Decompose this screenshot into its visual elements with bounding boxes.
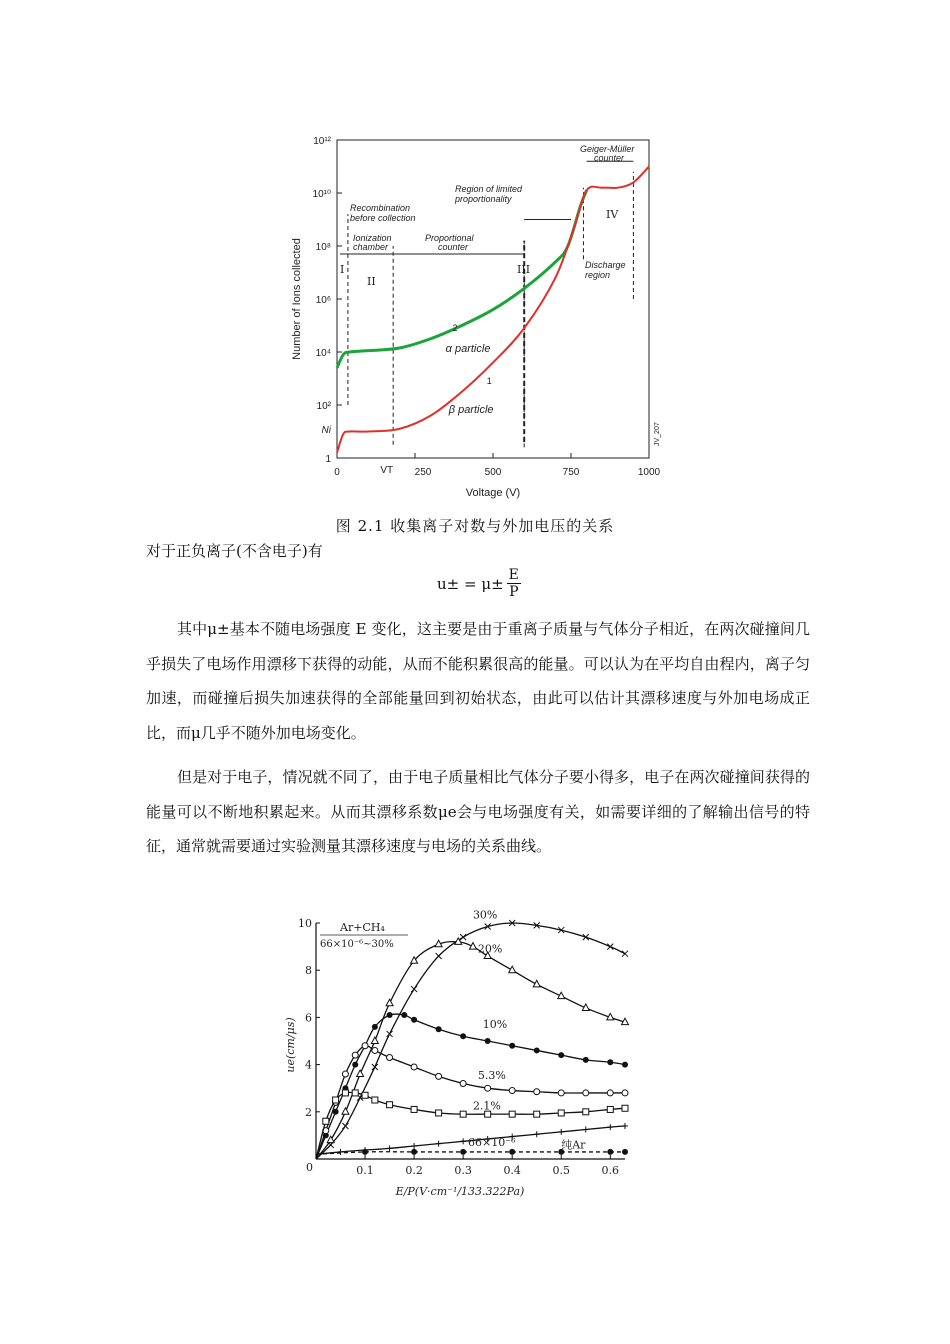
fig2-data-point bbox=[352, 1062, 358, 1068]
fig2-data-point bbox=[460, 934, 466, 940]
fig1-x-tick-label: 250 bbox=[414, 467, 432, 478]
fig2-data-point bbox=[372, 1064, 378, 1070]
fig2-x-tick-label: 0.5 bbox=[552, 1164, 570, 1177]
fig2-data-point bbox=[460, 1111, 466, 1117]
fig2-data-point bbox=[607, 944, 613, 950]
fig2-data-point bbox=[436, 1110, 442, 1116]
fig1-label-recombination-1: Recombination bbox=[350, 203, 411, 213]
fig2-series-label: 66×10⁻⁶ bbox=[468, 1136, 516, 1150]
fig2-y-axis-label: ue(cm/μs) bbox=[284, 1017, 297, 1073]
fig2-legend-title-line1: Ar+CH₄ bbox=[340, 921, 385, 934]
fig2-series-label: 30% bbox=[472, 908, 498, 922]
fig2-data-point bbox=[460, 1033, 466, 1039]
fig1-label-discharge-2: region bbox=[585, 270, 611, 280]
fig2-data-point bbox=[352, 1090, 358, 1096]
fig1-label-limited-2: proportionality bbox=[455, 194, 512, 204]
fig1-label-recombination-2: before collection bbox=[350, 213, 416, 223]
fig1-x-axis-label: Voltage (V) bbox=[465, 487, 521, 499]
fig1-y-tick-label: 10⁴ bbox=[315, 348, 331, 359]
fig2-data-point bbox=[509, 1111, 515, 1117]
fig2-data-point bbox=[583, 934, 589, 940]
fig1-label-gm-2: counter bbox=[594, 153, 625, 163]
fig2-data-point bbox=[342, 1071, 348, 1077]
paragraph-electrons: 但是对于电子，情况就不同了，由于电子质量相比气体分子要小得多，电子在两次碰撞间获得的能量可以不断地积累起来。从而其漂移系数μe会与电场强度有关，如需要详细的了解输出信号的特征，通常就需要通过实验测量其漂移速度与电场的关系曲线。 bbox=[146, 768, 810, 855]
fig1-y-tick-label: 10² bbox=[316, 401, 331, 412]
fig2-data-point bbox=[607, 1059, 613, 1065]
fig2-data-point bbox=[583, 1109, 589, 1115]
fig2-data-point bbox=[534, 1131, 540, 1137]
fig1-y-tick-label: 10¹⁰ bbox=[312, 189, 331, 200]
formula-lhs: u± = μ± bbox=[437, 574, 504, 593]
fig2-data-point bbox=[436, 953, 442, 959]
fig2-x-tick-label: 0.1 bbox=[356, 1164, 374, 1177]
formula-fraction bbox=[507, 567, 521, 600]
fig2-data-point bbox=[622, 1105, 628, 1111]
fig2-y-tick-label: 8 bbox=[305, 964, 312, 978]
fig1-label-ionization-2: chamber bbox=[353, 242, 389, 252]
fig2-legend-title-line2: 66×10⁻⁶~30% bbox=[320, 939, 394, 950]
paragraph-ions: 其中μ±基本不随电场强度 E 变化，这主要是由于重离子质量与气体分子相近，在两次碰撞间几乎损失了电场作用漂移下获得的动能，从而不能积累很高的能量。可以认为在平均自由程内，离子匀加速，而碰撞后损失加速获得的全部能量回到初始状态，由此可以估计其漂移速度与外加电场成正比，而μ几乎不随外加电场变化。 bbox=[146, 620, 810, 742]
fig2-data-point bbox=[411, 986, 417, 992]
fig1-corner-label: JV_207 bbox=[654, 422, 661, 446]
fig1-region-i: I bbox=[340, 263, 345, 276]
fig2-data-point bbox=[622, 1062, 628, 1068]
fig1-region-iii: III bbox=[517, 263, 531, 276]
fig1-y-tick-label: 10⁶ bbox=[315, 295, 331, 306]
fig1-series-label: α particle bbox=[445, 343, 491, 355]
fig2-y-tick-label: 2 bbox=[305, 1105, 312, 1119]
fig2-data-point bbox=[460, 1149, 466, 1155]
fig2-data-point bbox=[372, 1047, 378, 1053]
fig2-data-point bbox=[333, 1097, 339, 1103]
fig2-data-point bbox=[607, 1149, 613, 1155]
fig1-series-number: 1 bbox=[486, 375, 492, 386]
fig2-data-point bbox=[607, 1106, 613, 1112]
fig1-series-label: β particle bbox=[448, 403, 494, 416]
fig1-y-tick-label: 10¹² bbox=[313, 136, 331, 147]
fig2-x-tick-label: 0.3 bbox=[454, 1164, 472, 1177]
fig2-series-label: 2.1% bbox=[472, 1099, 501, 1113]
fig2-data-point bbox=[558, 1090, 564, 1096]
fig2-data-point bbox=[357, 1070, 364, 1077]
fig2-data-point bbox=[387, 1102, 393, 1108]
fig2-data-point bbox=[386, 999, 393, 1006]
fig2-data-point bbox=[534, 1047, 540, 1053]
fig2-data-point bbox=[352, 1052, 358, 1058]
fig2-data-point bbox=[338, 1149, 344, 1155]
fig2-data-point bbox=[460, 1080, 466, 1086]
fig1-label-ionization-1: Ionization bbox=[353, 233, 392, 243]
fig2-origin-label: 0 bbox=[306, 1161, 313, 1174]
fig2-data-point bbox=[371, 1037, 378, 1044]
fig2-data-point bbox=[387, 1055, 393, 1061]
fig2-data-point bbox=[387, 1031, 393, 1037]
fig2-data-point bbox=[622, 951, 628, 957]
fig2-data-point bbox=[534, 1089, 540, 1095]
fig1-x-tick-label: 0 bbox=[334, 467, 340, 478]
lead-sentence: 对于正负离子(不含电子)有 bbox=[146, 542, 323, 560]
fig2-data-point bbox=[534, 1111, 540, 1117]
fig2-x-tick-label: 0.2 bbox=[405, 1164, 423, 1177]
fig2-data-point bbox=[622, 1090, 628, 1096]
drift-formula bbox=[437, 567, 521, 600]
fig2-x-tick-label: 0.4 bbox=[503, 1164, 521, 1177]
fig1-label-proportional-2: counter bbox=[438, 242, 469, 252]
fig2-data-point bbox=[436, 1141, 442, 1147]
formula-numerator: E bbox=[508, 567, 519, 583]
fig1-series-number: 2 bbox=[452, 322, 458, 333]
fig2-data-point bbox=[485, 1038, 491, 1044]
ion-collection-chart bbox=[280, 128, 670, 508]
fig2-data-point bbox=[583, 1127, 589, 1133]
fig1-ni-label: Ni bbox=[321, 424, 331, 436]
fig2-data-point bbox=[558, 1110, 564, 1116]
fig2-data-point bbox=[607, 1090, 613, 1096]
fig2-x-tick-label: 0.6 bbox=[601, 1164, 620, 1177]
fig2-data-point bbox=[372, 1097, 378, 1103]
fig2-data-point bbox=[509, 1149, 515, 1155]
fig1-region-ii: II bbox=[367, 275, 376, 288]
fig2-data-point bbox=[558, 1052, 564, 1058]
figure-caption: 图 2.1 收集离子对数与外加电压的关系 bbox=[335, 517, 615, 535]
fig2-data-point bbox=[387, 1145, 393, 1151]
fig2-y-tick-label: 6 bbox=[305, 1011, 312, 1025]
formula-denominator: P bbox=[509, 584, 519, 600]
fig1-label-gm-1: Geiger-Müller bbox=[580, 144, 635, 154]
fig1-annotations bbox=[340, 144, 635, 447]
fig2-data-point bbox=[583, 1057, 589, 1063]
fig1-x-tick-label: 750 bbox=[562, 467, 580, 478]
fig2-data-point bbox=[323, 1118, 329, 1124]
electron-drift-velocity-chart bbox=[280, 905, 660, 1210]
fig2-series-label: 10% bbox=[482, 1018, 508, 1032]
fig1-label-proportional-1: Proportional bbox=[425, 233, 474, 243]
fig2-data-point bbox=[436, 1073, 442, 1079]
fig2-y-tick-label: 10 bbox=[298, 917, 312, 930]
fig2-series-label: 纯Ar bbox=[561, 1138, 586, 1152]
fig2-data-point bbox=[622, 1149, 628, 1155]
fig2-data-point bbox=[362, 1043, 368, 1049]
fig2-data-point bbox=[436, 1026, 442, 1032]
fig2-data-point bbox=[342, 1123, 348, 1129]
fig2-data-point bbox=[622, 1123, 628, 1129]
fig2-data-point bbox=[558, 1129, 564, 1135]
fig2-data-point bbox=[583, 1090, 589, 1096]
fig2-data-point bbox=[607, 1124, 613, 1130]
fig2-data-point bbox=[411, 1017, 417, 1023]
fig2-data-point bbox=[411, 1064, 417, 1070]
fig2-y-tick-label: 4 bbox=[305, 1058, 312, 1072]
fig1-vt-label: VT bbox=[380, 465, 394, 476]
fig1-label-discharge-1: Discharge bbox=[585, 260, 626, 270]
fig2-data-point bbox=[509, 1088, 515, 1094]
fig2-data-point bbox=[460, 1138, 466, 1144]
fig2-data-point bbox=[342, 1090, 348, 1096]
fig1-region-iv: IV bbox=[606, 208, 619, 221]
fig1-x-tick-label: 1000 bbox=[637, 467, 661, 478]
fig2-data-point bbox=[362, 1149, 368, 1155]
fig2-data-point bbox=[387, 1012, 393, 1018]
fig2-data-point bbox=[411, 1149, 417, 1155]
fig2-x-axis-label: E/P(V·cm⁻¹/133.322Pa) bbox=[395, 1185, 525, 1198]
fig1-x-tick-label: 500 bbox=[484, 467, 502, 478]
fig1-label-limited-1: Region of limited bbox=[455, 184, 523, 194]
fig2-data-point bbox=[411, 1106, 417, 1112]
fig2-data-point bbox=[362, 1092, 368, 1098]
fig2-series-label: 5.3% bbox=[477, 1068, 506, 1082]
fig2-series-label: 20% bbox=[477, 942, 503, 956]
fig2-data-point bbox=[509, 1043, 515, 1049]
fig2-data-point bbox=[401, 1012, 407, 1018]
fig2-series-line bbox=[316, 923, 625, 1159]
fig1-y-tick-label: 10⁸ bbox=[315, 242, 331, 253]
fig2-data-point bbox=[485, 1085, 491, 1091]
fig2-data-point bbox=[372, 1024, 378, 1030]
fig1-y-tick-label: 1 bbox=[325, 454, 331, 465]
fig1-y-axis-label: Number of Ions collected bbox=[291, 238, 303, 360]
fig2-data-point bbox=[342, 1108, 349, 1115]
fig2-data-point bbox=[411, 1143, 417, 1149]
